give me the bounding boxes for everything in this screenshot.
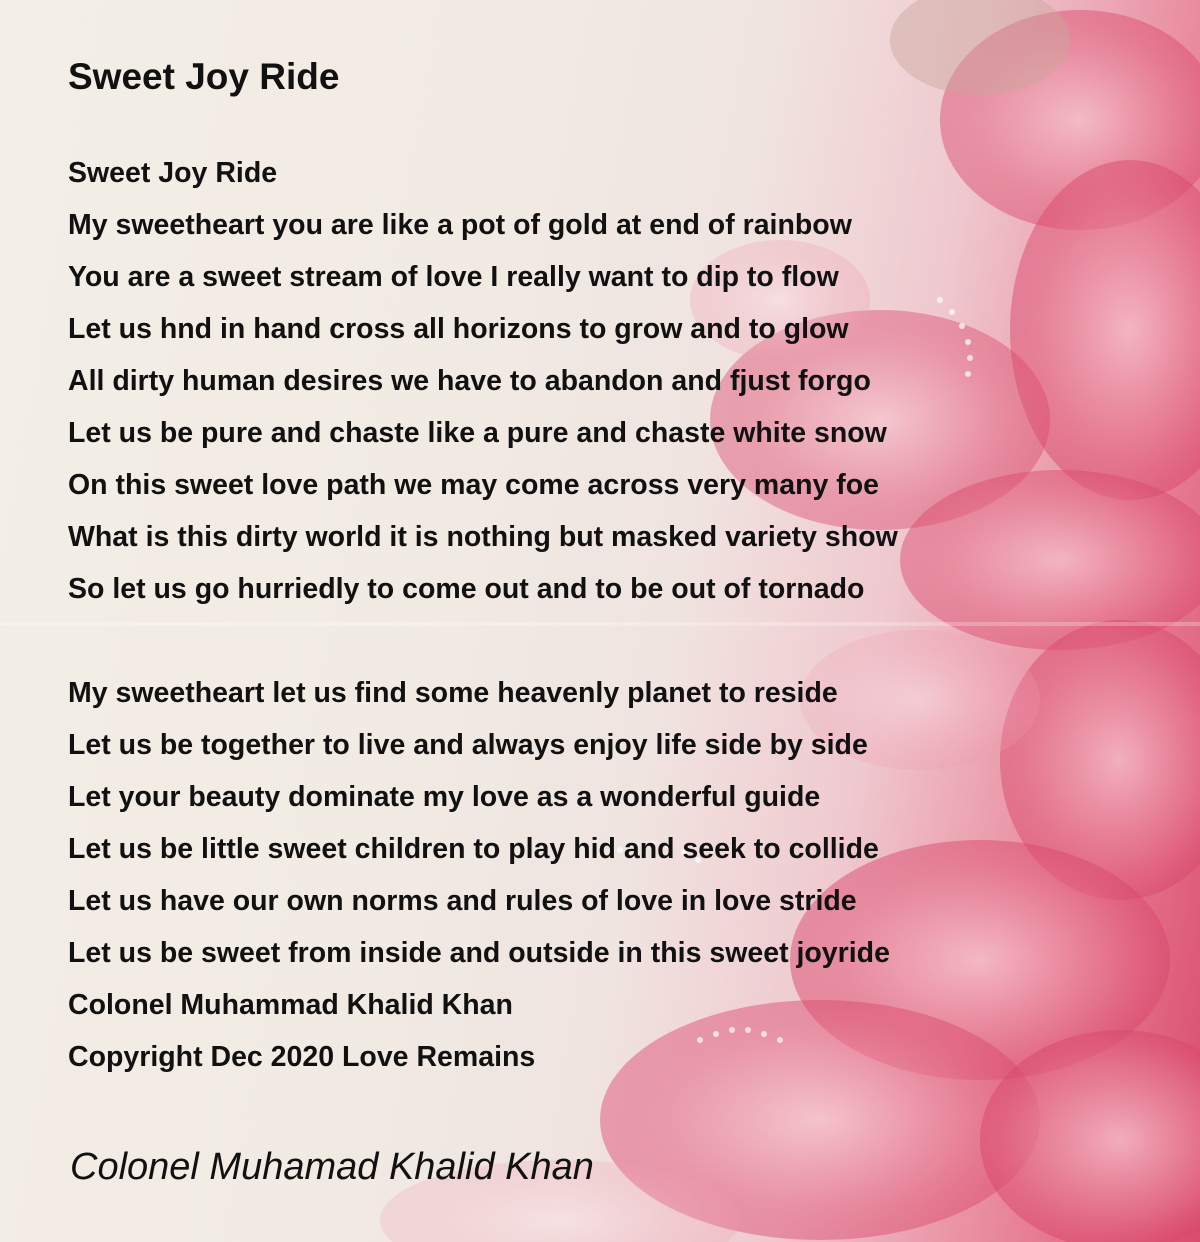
poem-line: Let us be together to live and always enjoy life side by side [68, 729, 868, 761]
poem-line: Let us have our own norms and rules of love in love stride [68, 885, 857, 917]
poem-body [68, 52, 1128, 1083]
author-signature: Colonel Muhamad Khalid Khan [70, 1146, 594, 1188]
poem-line: Let your beauty dominate my love as a wonderful guide [68, 781, 821, 813]
poem-line: Sweet Joy Ride [68, 157, 278, 189]
poem-line: All dirty human desires we have to abandon and fjust forgo [68, 365, 871, 397]
poem-line: You are a sweet stream of love I really want to dip to flow [68, 261, 839, 293]
poem-line: Let us be sweet from inside and outside in this sweet joyride [68, 937, 890, 969]
stanza-gap [68, 615, 1128, 667]
poem-line: My sweetheart let us find some heavenly planet to reside [68, 677, 838, 709]
poem-author-line: Colonel Muhammad Khalid Khan [68, 989, 513, 1021]
poem-line: Let us be little sweet children to play hid and seek to collide [68, 833, 879, 865]
poem-line: So let us go hurriedly to come out and to be out of tornado [68, 573, 865, 605]
poem-copyright-line: Copyright Dec 2020 Love Remains [68, 1041, 536, 1073]
poem-title: Sweet Joy Ride [68, 56, 340, 97]
poem-line: My sweetheart you are like a pot of gold at end of rainbow [68, 209, 852, 241]
poem-line: Let us be pure and chaste like a pure and chaste white snow [68, 417, 887, 449]
stanza-2 [68, 667, 1128, 1083]
poem-line: Let us hnd in hand cross all horizons to grow and to glow [68, 313, 849, 345]
stanza-1 [68, 147, 1128, 615]
poem-line: What is this dirty world it is nothing but masked variety show [68, 521, 898, 553]
poem-line: On this sweet love path we may come across very many foe [68, 469, 879, 501]
